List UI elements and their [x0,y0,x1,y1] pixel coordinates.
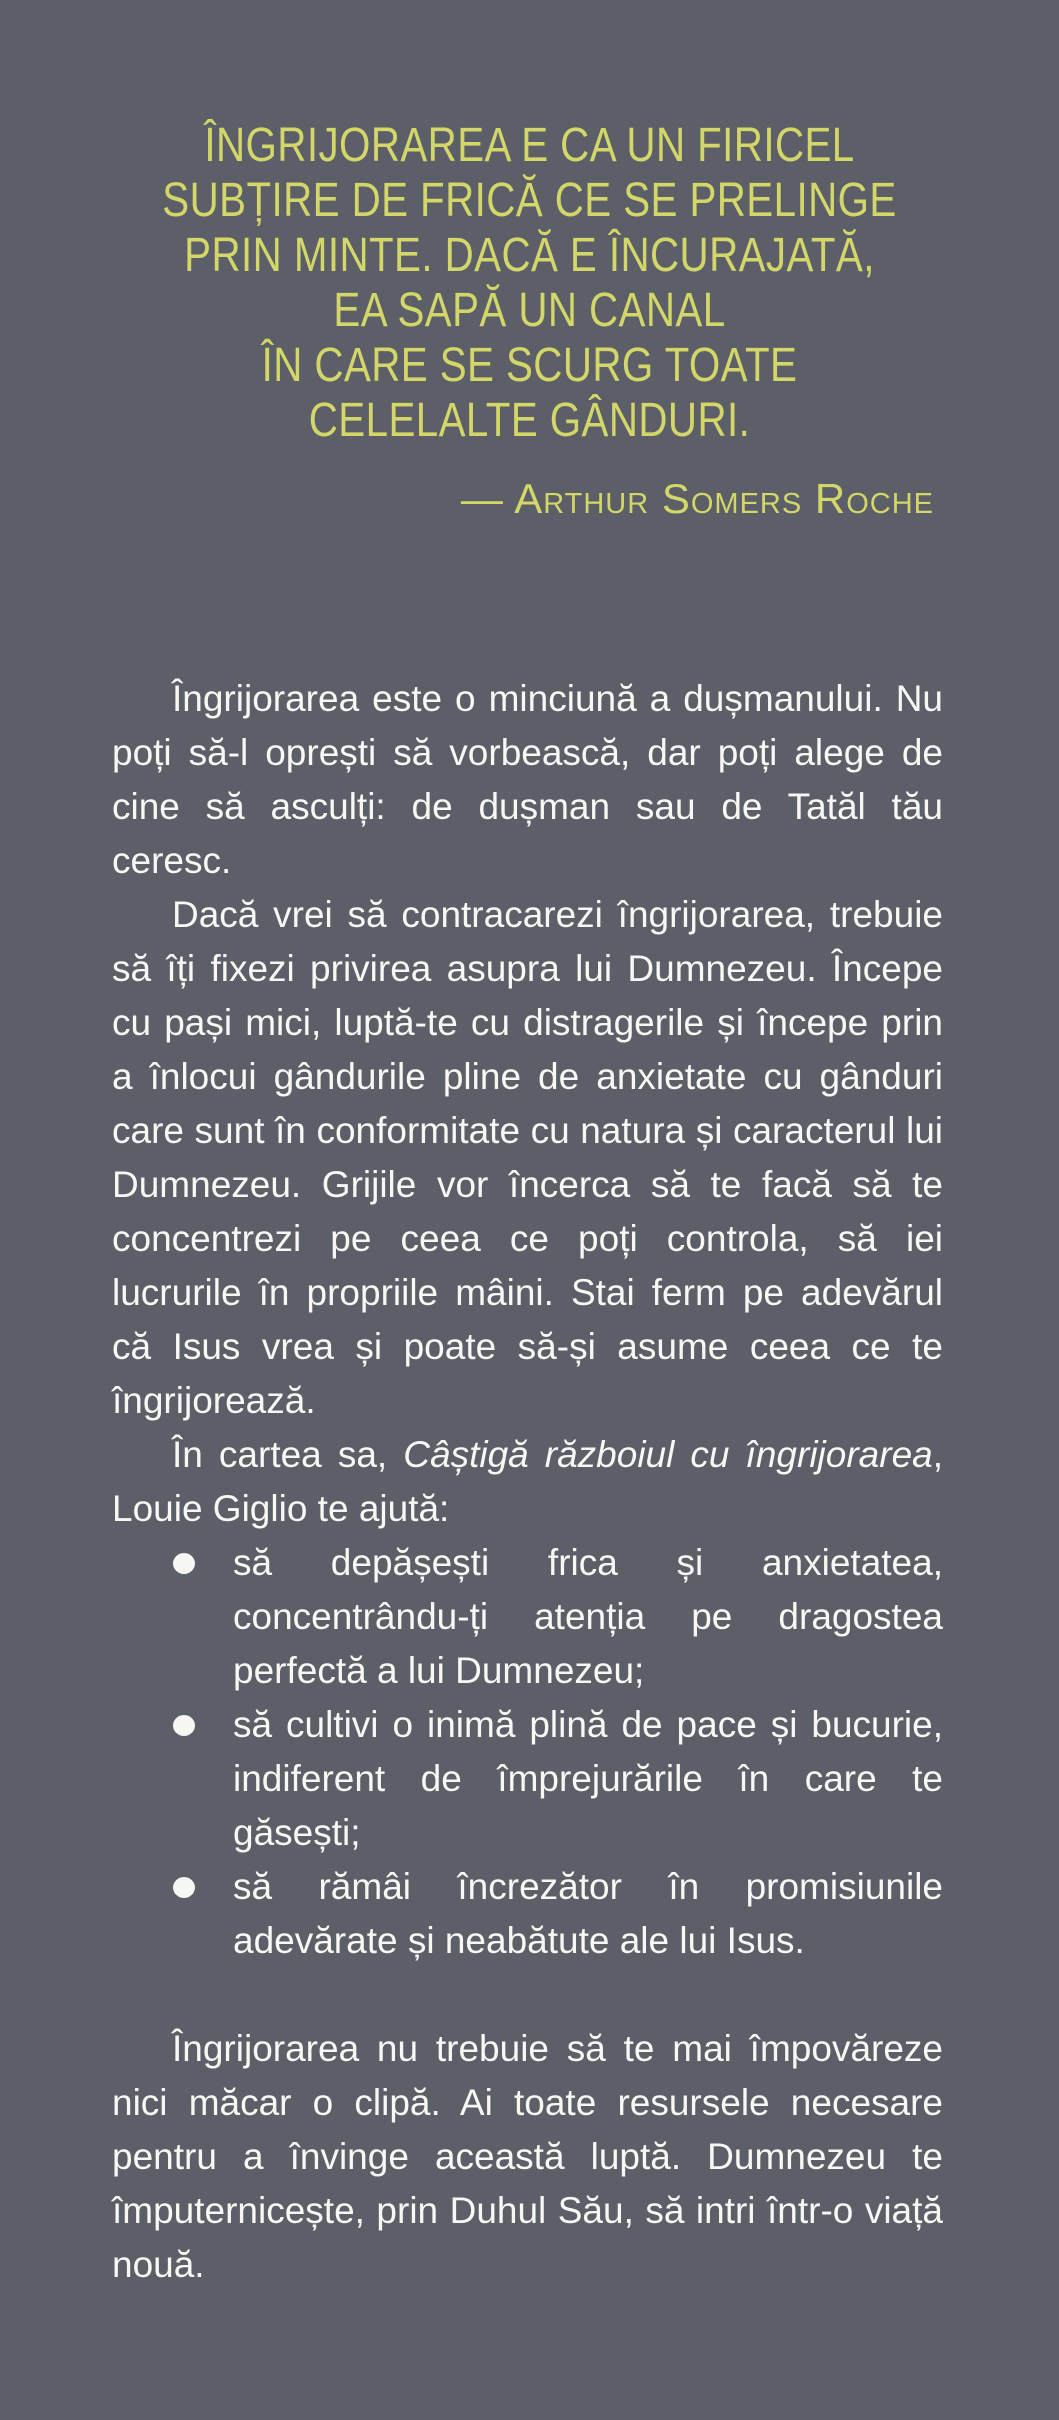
paragraph-book-mention [112,1428,943,1536]
list-item [112,1860,943,1968]
book-mention-suffix: , Louie Giglio te ajută: [112,1434,944,1529]
quote-line: SUBȚIRE DE FRICĂ CE SE PRELINGE [162,174,897,227]
bullet-icon [173,1877,195,1898]
paragraph-closing: Îngrijorarea nu trebuie să te mai împovăreze nici măcar o clipă. Ai toate resursele necesare pentru a învinge această luptă. Dumnezeu te împuternicește, prin Duhul Său, să intri într-o viață nouă. [112,2028,943,2285]
list-item-text: să depășești frica și anxietatea, concentrându-ți atenția pe dragostea perfectă a lui Dumnezeu; [233,1542,943,1691]
quote-line: CELELALTE GÂNDURI. [308,394,751,447]
quote-line: ÎN CARE SE SCURG TOATE [261,339,798,392]
quote-line: PRIN MINTE. DACĂ E ÎNCURAJATĂ, [184,229,875,282]
paragraph-counter-worry: Dacă vrei să contracarezi îngrijorarea, trebuie să îți fixezi privirea asupra lui Dumnezeu. Începe cu pași mici, luptă-te cu distragerile și începe prin a înlocui gândurile pline de anxietate cu gânduri care sunt în conformitate cu natura și caracterul lui Dumnezeu. Grijile vor încerca să te facă să te concentrezi pe ceea ce poți controla, să iei lucrurile în propriile mâini. Stai ferm pe adevărul că Isus vrea și poate să-și asume ceea ce te îngrijorează. [112,894,943,1421]
book-title: Câștigă războiul cu îngrijorarea [403,1434,933,1475]
quote-attribution: — Arthur Somers Roche [460,475,934,522]
bullet-icon [173,1715,195,1736]
list-item [112,1698,943,1860]
quote-line: EA SAPĂ UN CANAL [333,284,726,337]
list-item-text: să rămâi încrezător în promisiunile adevărate și neabătute ale lui Isus. [233,1866,943,1961]
book-mention-prefix: În cartea sa, [172,1434,404,1475]
list-item-text: să cultivi o inimă plină de pace și bucurie, indiferent de împrejurările în care te găsești; [233,1704,943,1853]
quote-line: ÎNGRIJORAREA E CA UN FIRICEL [204,119,855,172]
pull-quote [85,0,975,448]
paragraph-intro: Îngrijorarea este o minciună a dușmanului. Nu poți să-l oprești să vorbească, dar poți alege de cine să asculți: de dușman sau de Tatăl tău ceresc. [112,678,943,881]
list-item [112,1536,943,1698]
bullet-icon [173,1553,195,1574]
body-text [112,672,943,2292]
benefits-list [112,1536,943,1968]
